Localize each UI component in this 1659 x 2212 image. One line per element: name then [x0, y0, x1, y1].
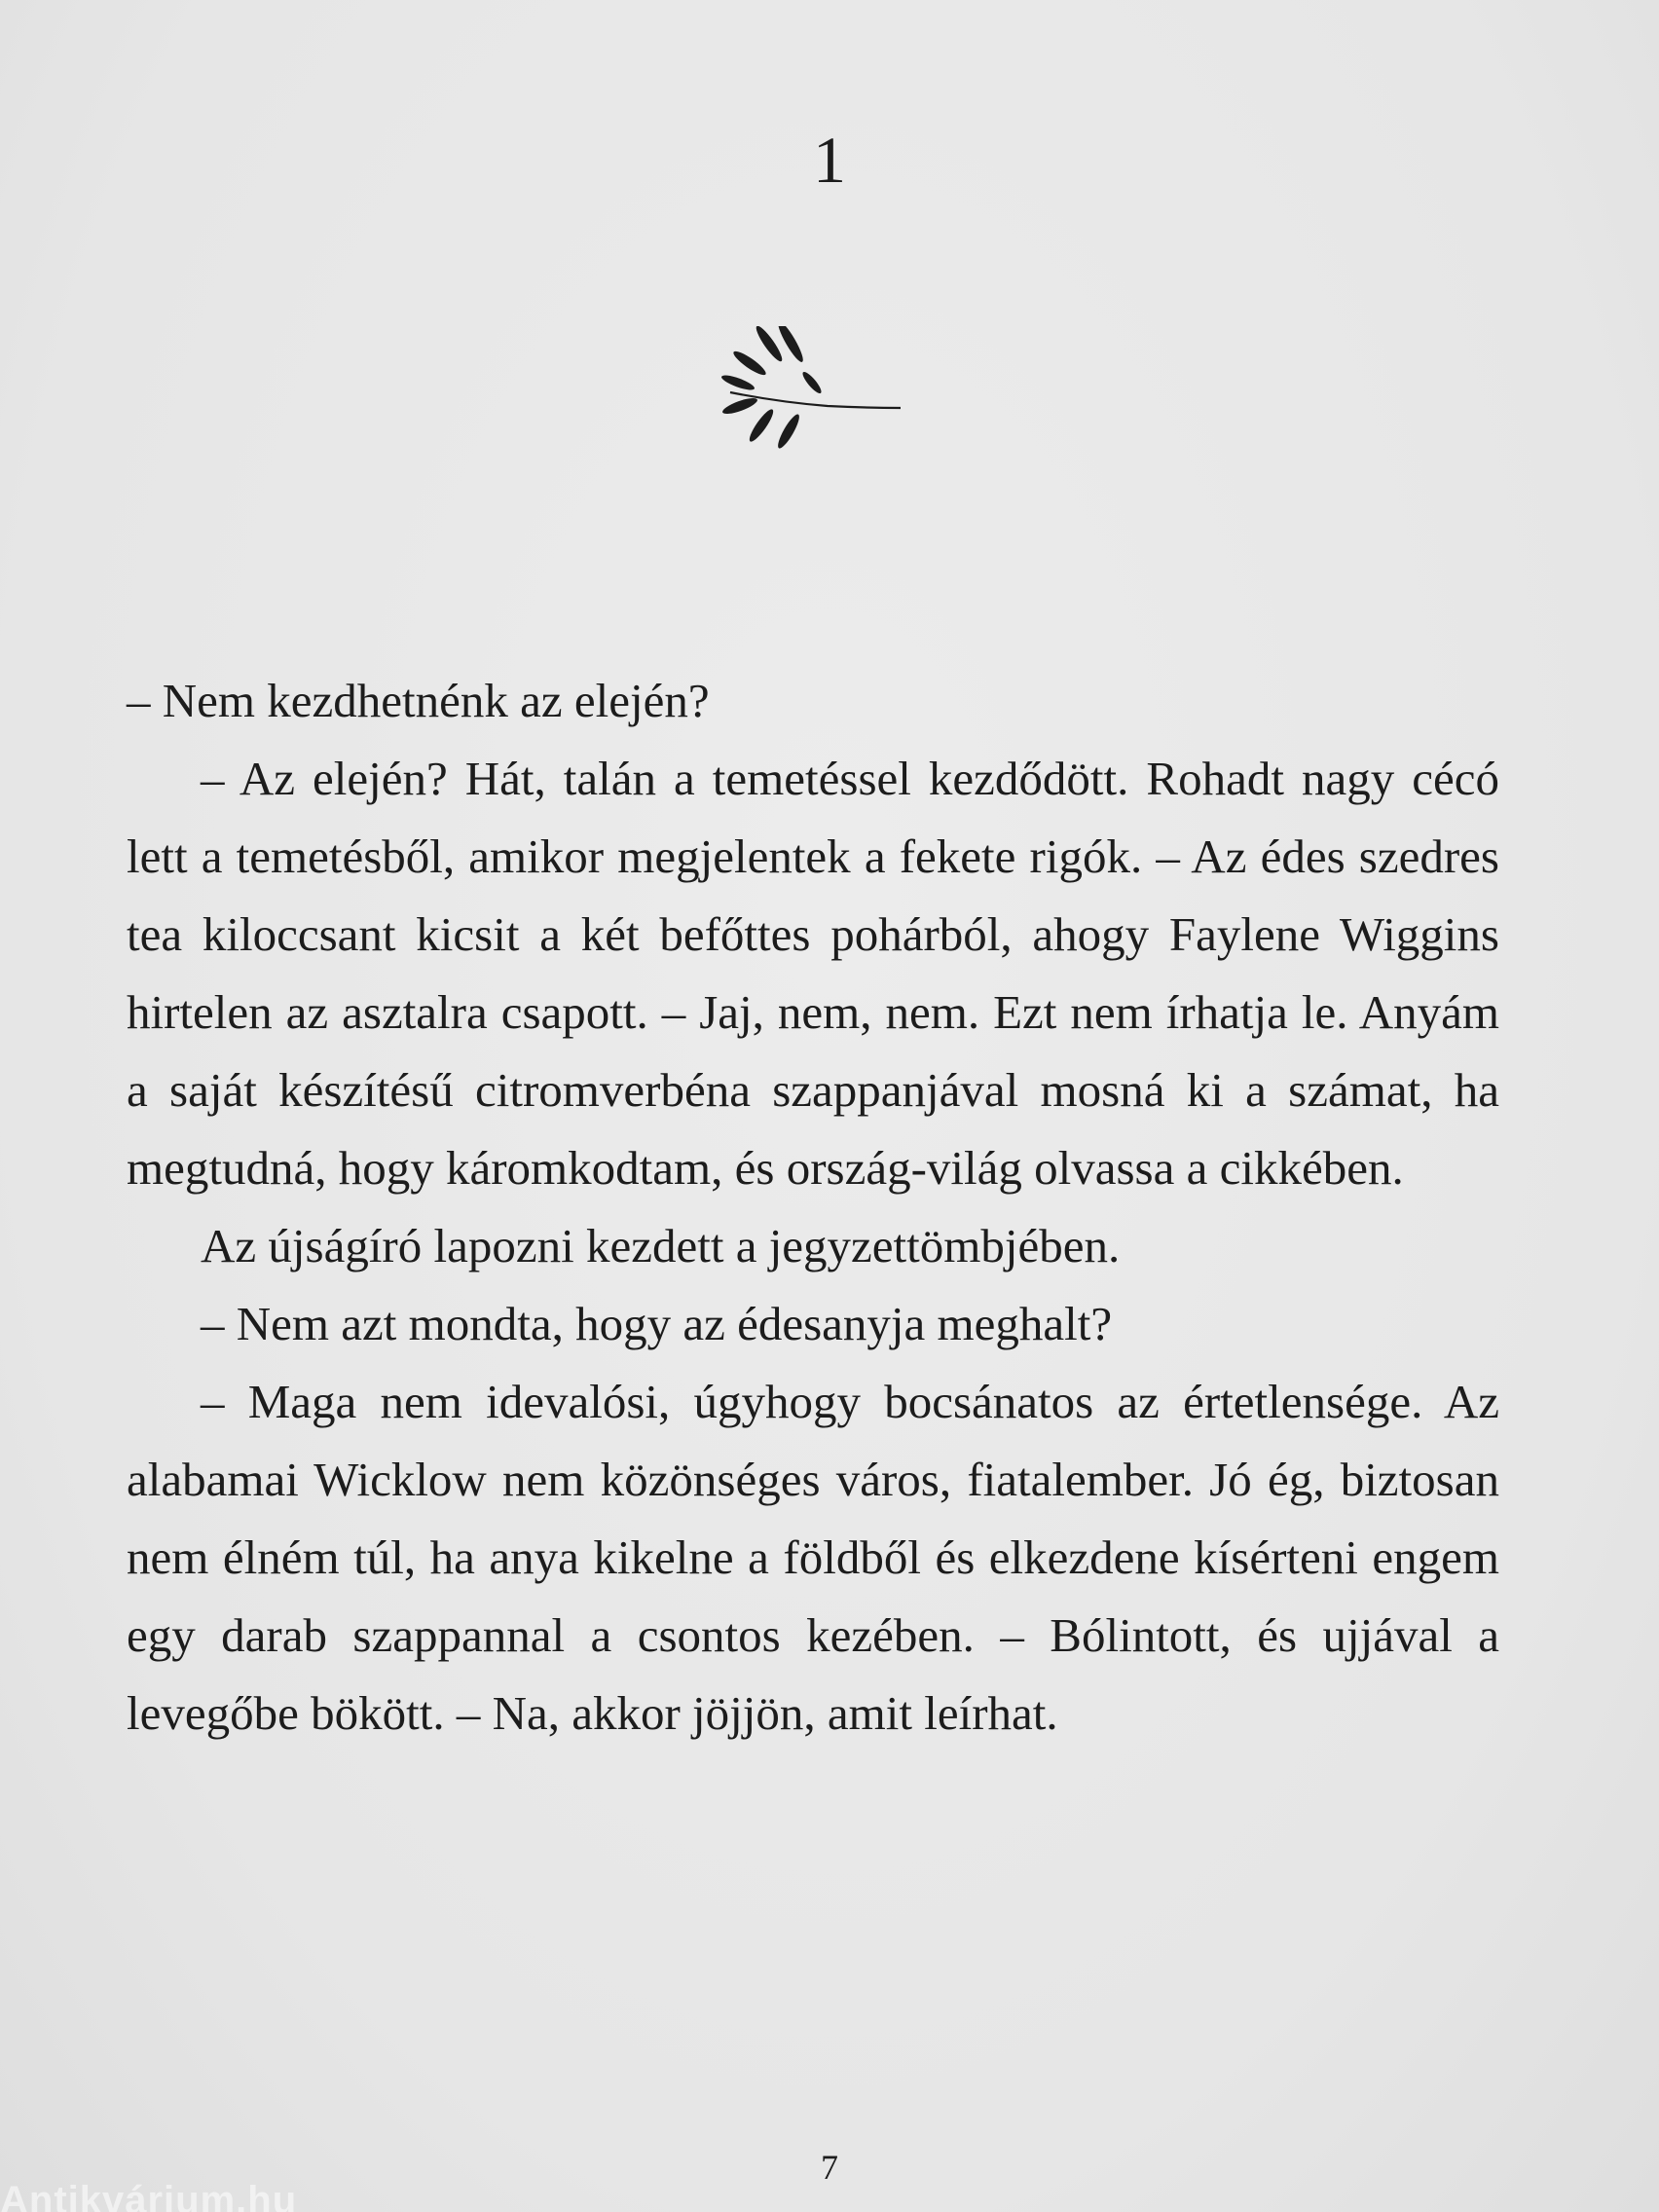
page-number: 7 — [821, 2148, 838, 2187]
paragraph: – Maga nem idevalósi, úgyhogy bocsánatos az értetlensége. Az alabamai Wicklow nem közönséges város, fiatalember. Jó ég, biztosan nem élném túl, ha anya kikelne a földből és elkezdene kísérteni engem egy darab szappannal a csontos kezében. – Bólintott, és ujjával a levegőbe bökött. – Na, akkor jöjjön, amit leírhat. — [127, 1375, 1499, 1740]
paragraph: – Az elején? Hát, talán a temetéssel kezdődött. Rohadt nagy cécó lett a temetésből, amikor megjelentek a fekete rigók. – Az édes szedres tea kiloccsant kicsit a két befőttes pohárból, ahogy Faylene Wiggins hirtelen az asztalra csapott. – Jaj, nem, nem. Ezt nem írhatja le. Anyám a saját készítésű citromverbéna szappanjával mosná ki a számat, ha megtudná, hogy káromkodtam, és ország-világ olvassa a cikkében. — [127, 752, 1499, 1195]
paragraph: – Nem kezdhetnénk az elején? — [127, 674, 710, 727]
watermark: Antikvárium.hu — [0, 2179, 298, 2212]
chapter-number: 1 — [813, 123, 846, 197]
paragraph: Az újságíró lapozni kezdett a jegyzettömbjében. — [201, 1219, 1121, 1272]
body-text — [127, 662, 1499, 1752]
paragraph: – Nem azt mondta, hogy az édesanyja meghalt? — [201, 1297, 1113, 1350]
olive-branch-icon — [711, 326, 905, 453]
